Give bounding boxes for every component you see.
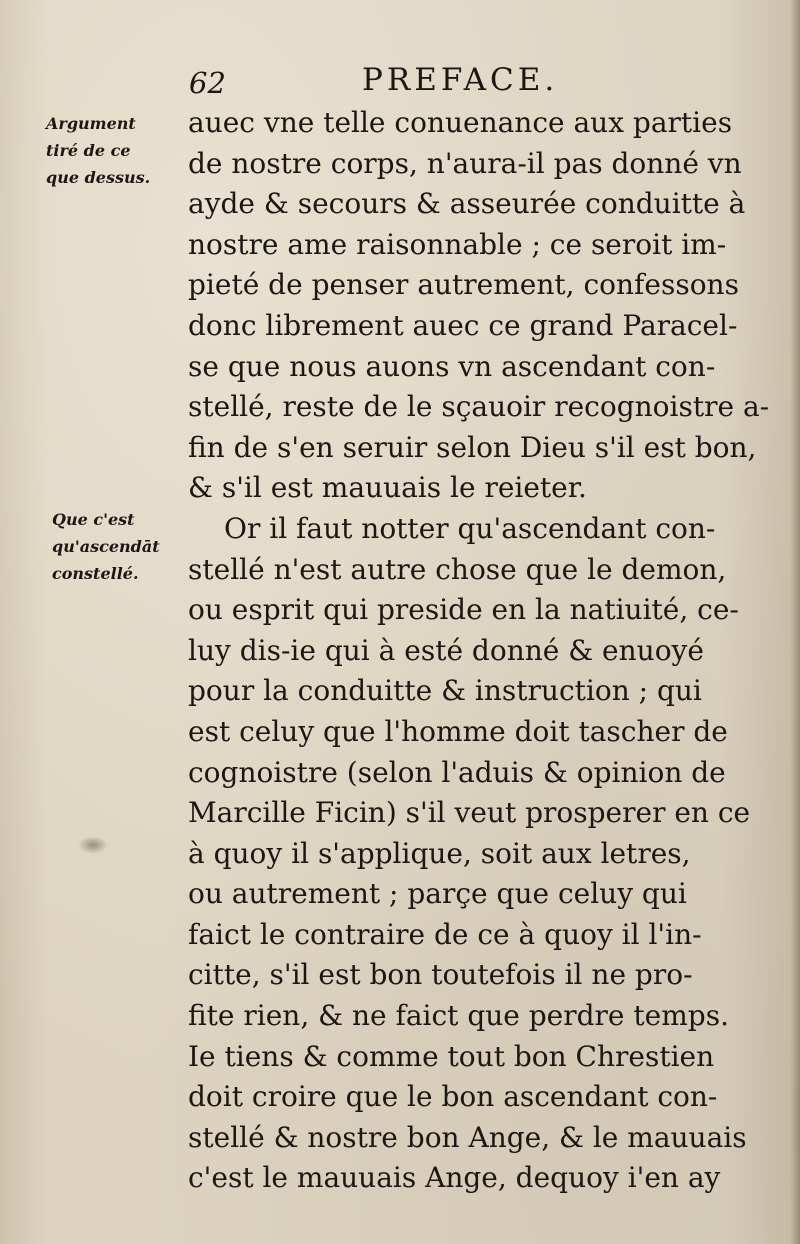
- body-text: [188, 103, 770, 1199]
- ink-stain: [78, 836, 108, 854]
- text-line: ou autrement ; parçe que celuy qui: [188, 877, 687, 911]
- margin-note-line: constellé.: [52, 564, 139, 583]
- text-line: à quoy il s'applique, soit aux letres,: [188, 836, 691, 870]
- margin-note-argument: [46, 110, 186, 191]
- text-line: Marcille Ficin) s'il veut prosperer en ce: [188, 796, 751, 830]
- margin-note-line: tiré de ce: [46, 141, 131, 160]
- text-line: cognoistre (selon l'aduis & opinion de: [188, 755, 726, 789]
- text-line: c'est le mauuais Ange, dequoy i'en ay: [188, 1161, 721, 1195]
- text-line: nostre ame raisonnable ; ce seroit im-: [188, 227, 727, 261]
- text-line: auec vne telle conuenance aux parties: [188, 106, 733, 139]
- margin-note-line: Que c'est: [52, 510, 135, 529]
- text-line: citte, s'il est bon toutefois il ne pro-: [188, 958, 693, 992]
- margin-note-ascendant: [52, 506, 192, 587]
- margin-note-line: que dessus.: [46, 168, 151, 187]
- text-line: pieté de penser autrement, confessons: [188, 268, 739, 302]
- text-line: stellé & nostre bon Ange, & le mauuais: [188, 1120, 747, 1154]
- text-line: doit croire que le bon ascendant con-: [188, 1080, 718, 1114]
- text-line: stellé n'est autre chose que le demon,: [188, 552, 727, 586]
- text-line: Ie tiens & comme tout bon Chrestien: [188, 1039, 715, 1073]
- text-line: ayde & secours & asseurée conduitte à: [188, 187, 746, 221]
- text-line: Or il faut notter qu'ascendant con-: [224, 511, 716, 545]
- text-line: luy dis-ie qui à esté donné & enuoyé: [188, 633, 704, 667]
- text-line: pour la conduitte & instruction ; qui: [188, 674, 702, 708]
- page-number: 62: [189, 66, 226, 100]
- text-line: de nostre corps, n'aura-il pas donné vn: [188, 146, 742, 180]
- page-header: [0, 58, 800, 104]
- page-edge-shadow: [790, 0, 800, 1244]
- text-line: & s'il est mauuais le reieter.: [188, 471, 587, 505]
- text-line: ou esprit qui preside en la natiuité, ce-: [188, 593, 739, 627]
- margin-note-line: qu'ascendāt: [52, 537, 160, 556]
- text-line: se que nous auons vn ascendant con-: [188, 349, 716, 383]
- margin-note-line: Argument: [46, 114, 136, 133]
- text-line: est celuy que l'homme doit tascher de: [188, 714, 728, 748]
- text-line: donc librement auec ce grand Paracel-: [188, 308, 738, 342]
- running-title: PREFACE.: [362, 62, 559, 98]
- text-line: fin de s'en seruir selon Dieu s'il est bon,: [188, 430, 757, 464]
- text-line: stellé, reste de le sçauoir recognoistre a-: [188, 390, 770, 424]
- text-line: fite rien, & ne faict que perdre temps.: [188, 999, 729, 1033]
- text-line: faict le contraire de ce à quoy il l'in-: [188, 917, 702, 951]
